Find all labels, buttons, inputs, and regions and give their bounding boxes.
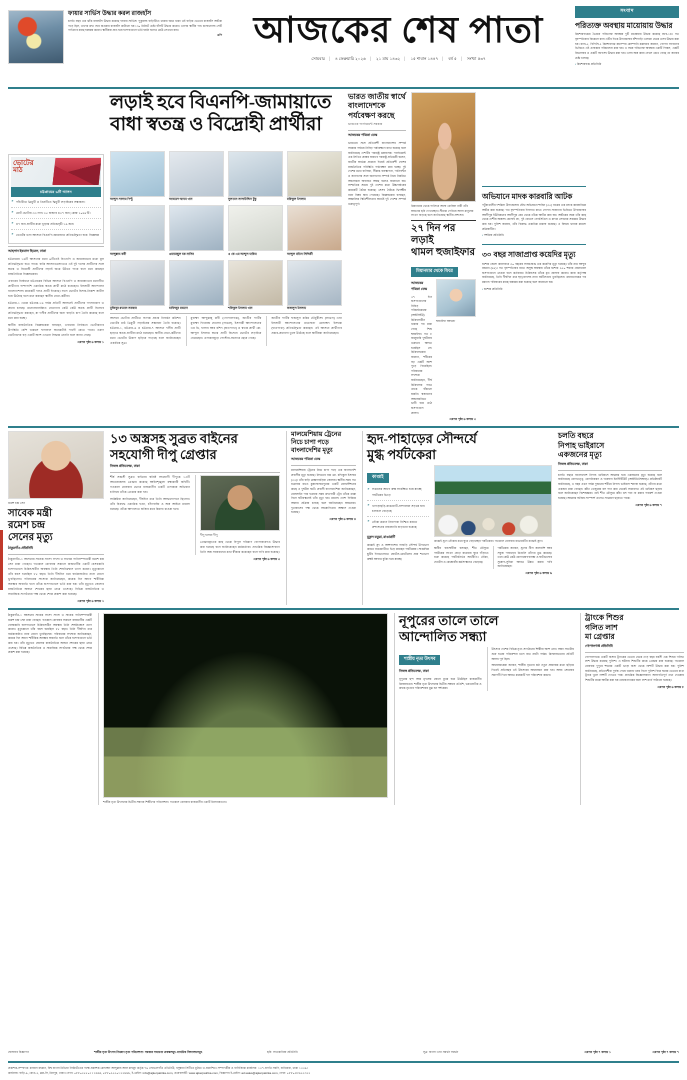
candidates-text-col2: মুহাম্মদ আব্দুল্লাহ্‌ কবী (গোপালগঞ্জ), জাতীয় পার্টির মুহাম্মদ ফিরোজ হোসেন (লাঙল), ইসলামী আন্দোলনের এম ডি, হাসান আর রশিদ (হাতপাখা) ও স্বতন্ত্র প্রার্থী মো. আব্দুল ইসলাম স্বতন্ত্র প্রার্থী হিসেবে ভোটের লড়াইয়ে নেমেছেন। এলাকাজুড়ে পোস্টার-ব্যানারে ছেয়ে গেছে। <box>186 316 262 346</box>
dance-photo-caption: শাস্ত্রীয় নৃত্য উৎসবের দ্বিতীয় সন্ধ্যায় শিল্পীদের পরিবেশনা। গতকাল রোববার রাজধানীর একটি মিলনায়তনে। <box>103 800 227 805</box>
india-photo-caption: মিয়ানমার থেকে পালিয়ে আসা রোহিঙ্গা নারী তাঁর স্বজনের ছবি দেখাচ্ছেন। সীমান্ত পেরিয়ে আসা মানুষের সংখ্যা বাড়ছে বলে জানিয়েছে স্থানীয় প্রশাসন। <box>411 204 474 217</box>
sidebar-item-body: কিশোরগঞ্জের ভৈরবে পরিত্যক্ত অবস্থায় দুটি মায়োয়ার উদ্ধার করেছে র‍্যাব-১৪। গত বৃহস্পতিবার বিকেলে র‍্যাব এটির দিকে উপজেলার বাঁশগাড়ি এলাকা থেকে এসব উদ্ধার করা হয়। র‍্যাব-৫, বিপিসি-২ কিশোরগঞ্জ ক্যাম্পের কোম্পানি কমান্ডার জানান, গোপন সংবাদের ভিত্তিতে এই এলাকায় পরিচালনা করা হয়। এ সময় পরিত্যক্ত অবস্থায় একটি পিস্তল, একটি রিভলবার ও একটি ব্যাগসহ উদ্ধার করা হয়। এসব অস্ত্র কারা ফেলে রেখে গেছে তা জানার চেষ্টা চলছে। <box>575 32 679 60</box>
nameplate <box>228 6 569 63</box>
lead-body-3: চট্টগ্রাম-১ থেকে চট্টগ্রাম-১৬ পর্যন্ত প্রতিটি আসনেই প্রার্থীদের গণসংযোগ ও প্রচার চলছে। মনোনয়নবঞ্চিত নেতাদের কেউ কেউ স্বতন্ত্র প্রার্থী হিসেবে প্রতিদ্বন্দ্বিতা করছেন, যা দলীয় প্রার্থীদের জন্য বাড়তি চাপ তৈরি করেছে বলে মনে করা হচ্ছে। <box>8 300 104 320</box>
footer <box>8 1048 679 1076</box>
hujaifa-jump-line: এরপর পৃষ্ঠা ৬ কলাম ৫ <box>449 417 476 422</box>
dateline-gregorian: ৪ ফেব্রুয়ারি ২০২৬ <box>335 56 366 61</box>
candidate-portrait-12 <box>287 260 342 306</box>
tourism-headline[interactable]: হৃদ-পাহাড়ের সৌন্দর্যে মুগ্ধ পর্যটকেরা <box>367 431 477 462</box>
candidate-2[interactable] <box>228 151 283 202</box>
malaysia-body: মালয়েশিয়ায় ট্রেনের নিচে চাপা পড়ে এক বাংলাদেশি প্রবাসীর মৃত্যু হয়েছে। নিহতের নাম মো. রফিকুল ইসলাম (৩২)। তাঁর বাড়ি ব্রাহ্মণবাড়িয়া জেলায়। স্থানীয় সময় গত শুক্রবার রাতে কুয়ালালামপুরের একটি রেলস্টেশনের কাছে এ দুর্ঘটনা ঘটে। প্রবাসী বাংলাদেশিরা জানিয়েছেন, রেললাইন পার হওয়ার সময় দ্রুতগামী ট্রেন তাঁকে ধাক্কা দিলে ঘটনাস্থলেই তাঁর মৃত্যু হয়। মরদেহ দেশে ফিরিয়ে আনার প্রক্রিয়া চলছে বলে জানিয়েছেন স্বজনেরা। দূতাবাসের পক্ষ থেকে সহযোগিতার আশ্বাস দেওয়া হয়েছে। <box>291 468 356 515</box>
dateline-hijri: ১৫ শাবান ১৪৪৭ <box>410 56 439 61</box>
candidates-text-col1: আসনে ভোটার প্রার্থীতে ব্যাপক প্রচার নিবার্চন কমিশন ভোটের মাঠ ত্রিমুখী লড়াইয়ের সম্ভাবনা তৈরি হয়েছে। চট্টগ্রাম-১, চট্টগ্রাম-৬ ও চট্টগ্রাম-৭ আসনে দলীয় প্রার্থী ছাড়াও স্বতন্ত্র প্রার্থীরা মাঠে রয়েছেন। স্থানীয় নেতা-কর্মীদের মধ্যে ভোটের উত্তাপ ছড়িয়ে পড়েছে বলে জানিয়েছেন একাধিক সূত্র। <box>110 315 181 345</box>
masthead-sidebar-spacer <box>575 6 679 71</box>
nipah-jump-line: এরপর পৃষ্ঠা ৬ কলাম ৭ <box>635 502 662 507</box>
dance-byline: নিজস্ব প্রতিবেদক, ঢাকা <box>399 668 429 673</box>
subrata-byline: নিজস্ব প্রতিবেদক, ঢাকা <box>110 464 140 469</box>
dateline: সোমবার | ৪ ফেব্রুয়ারি ২০২৬ | ২১ মাঘ ১৪৩২ | ১৫ শাবান ১৪৪৭ | বর্ষ ৫ | সংখ্যা ৫৩৭ <box>311 56 486 61</box>
candidate-11[interactable] <box>287 260 342 311</box>
dipu-portrait-photo <box>200 475 280 531</box>
candidate-portrait-8 <box>287 205 342 251</box>
subrata-story <box>110 431 280 605</box>
subrata-jump-line: এরপর পৃষ্ঠা ৬ কলাম ৩ <box>253 556 280 561</box>
nipah-byline: নিজস্ব প্রতিবেদক, ঢাকা <box>558 461 588 466</box>
footer-office: কার্যালয়: বাড়ি-৯, রোড-২, ব্লক-সি, মিরপুর, ঢাকা। ফোন: +৮৮০২৫৫০১১১৬৬৬, +৮৮০২৫৫০১২২৬৬৬, ই-মেইল: info@ajkerpatrika.com, ওয়েবসাইট: www.ajkerpatrika.com, বিজ্ঞাপন ই-মেইল: ad.sales@ajkerpatrika.com, ফোন: +৮৮০২৮৬৫৫৩২২ <box>8 1070 311 1075</box>
nipah-headline[interactable]: চলতি বছরে নিপাহ ভাইরাসে একজনের মৃত্যু <box>558 431 605 460</box>
voter-point: » ভোটের ভাগ আসনে বিএনপি-জামায়াত প্রতিদ্বন্দ্বিতা হবে: বিশ্লেষক <box>11 230 101 240</box>
candidate-name: আব্দুস সালাম পিন্টু <box>110 197 133 202</box>
sidebar-item-body: পটুয়াখালীর দশমিনা উপজেলায় যৌথ অভিযানে শাহিন (৩৫) নামের এক মাদক কারবারিকে আটক করা হয়েছে। গত বৃহস্পতিবার দিবাগত রাতে গোপন সংবাদের ভিত্তিতে উপজেলার আলীপুর ইউনিয়নের আলীপুর গ্রাম থেকে তাঁকে আটক করা হয়। আটকের সময় তাঁর কাছ থেকে দেশীয় অস্ত্রসহ চোলাই মদ, দুই বোতল ফেনসিডিল ও মাদক সেবনের সরঞ্জাম উদ্ধার করা হয়। পুলিশ জানায়, তাঁর বিরুদ্ধে একাধিক মামলা রয়েছে। এ বিষয়ে থানায় মামলা প্রক্রিয়াধীন। <box>482 203 586 231</box>
candidate-portrait-10 <box>169 260 224 306</box>
candidate-name: ফজলুল ইসলাম <box>287 306 307 311</box>
dateline-year: বর্ষ ৫ <box>448 56 457 61</box>
sidebar-item-body: যশোর জেলা কারাগারে ৩০ বছরের সাজাপ্রাপ্ত এক কয়েদির মৃত্যু হয়েছে। তাঁর নাম আব্দুর রহমান (৬৫)। গত বৃহস্পতিবার রাতে অসুস্থ অবস্থায় তাঁকে যশোর ২৫০ শয্যার জেনারেল হাসপাতালে নেওয়া হলে কর্তব্যরত চিকিৎসক তাঁকে মৃত ঘোষণা করেন। কারা কর্তৃপক্ষ জানিয়েছে, তিনি দীর্ঘদিন ধরে হৃদ্‌রোগসহ নানা জটিলতায় ভুগছিলেন। ময়নাতদন্তের পর মরদেহ পরিবারের কাছে হস্তান্তর করা হয়েছে বলে জানানো হয়। <box>482 261 586 285</box>
tourism-photo-caption: কাপ্তাই হ্রদে নৌকায় করে ঘুরে বেড়াচ্ছেন পর্যটকেরা। গতকাল রোববার রাঙামাটির কাপ্তাই হ্রদে। <box>434 539 543 544</box>
ramesh-headline[interactable]: সাবেক মন্ত্রী রমেশ চন্দ্র সেনের মৃত্যু <box>8 507 53 544</box>
candidate-name: সুলতান সালাউদ্দিন টুকু <box>228 197 257 202</box>
footer-strip-right-1: ছবি: সাতকানিয়া প্রতিনিধি <box>267 1049 298 1054</box>
dateline-day: সোমবার <box>311 56 325 61</box>
malaysia-story <box>286 431 356 605</box>
masthead-divider <box>8 87 679 89</box>
voter-field-box <box>8 154 104 244</box>
trunk-jump-line: এরপর পৃষ্ঠা ৬ কলাম ৮ <box>657 684 684 689</box>
mid-section-divider <box>8 426 679 428</box>
candidate-portrait-5 <box>110 205 165 251</box>
candidate-7[interactable] <box>287 205 342 256</box>
tourism-bullet: » নৌকা ভ্রমণে নিরাপত্তা নিশ্চিত করতে প্রশাসনের নজরদারি বাড়ানো হয়েছে <box>367 517 429 532</box>
malaysia-jump-line: এরপর পৃষ্ঠা ৬ কলাম ৪ <box>329 516 356 521</box>
candidate-portrait-3 <box>228 151 283 197</box>
nipah-body: চলতি বছরে বাংলাদেশে নিপাহ ভাইরাসে আক্রান্ত হয়ে একজনের মৃত্যু হয়েছে বলে জানিয়েছে রোগতত্ত্ব, রোগনিয়ন্ত্রণ ও গবেষণা ইনস্টিটিউট (আইইডিসিআর)। প্রতিষ্ঠানটি জানিয়েছে, এ বছর এখন পর্যন্ত দুজনের শরীরে নিপাহ ভাইরাস শনাক্ত হয়েছে, তাঁদের মধ্যে একজন মারা গেছেন। কাঁচা খেজুরের রস পান করা থেকেই সাধারণত এই ভাইরাস ছড়ায় বলে জানিয়েছেন বিশেষজ্ঞরা। তাই শীত মৌসুমে কাঁচা রস পান না করার পরামর্শ দেওয়া হয়েছে। আক্রান্ত ব্যক্তির সংস্পর্শে এলেও সংক্রমণ ছড়াতে পারে। <box>558 472 662 500</box>
candidate-portrait-2 <box>169 151 224 197</box>
dance-headline[interactable]: নূপুরের তালে তালে আন্দোলিত সন্ধ্যা <box>399 613 499 644</box>
dateline-bengali: ২১ মাঘ ১৪৩২ <box>376 56 401 61</box>
lead-byline: আহসান ইকবাল হিমেল, ঢাকা <box>8 248 46 253</box>
top-section <box>8 92 679 423</box>
tourism-bullet: » সপ্তাহের আগে কক্ষ সংরক্ষিত হয়ে যাচ্ছে পর্যটকের ভিড়ে <box>367 485 429 501</box>
voter-point: » পাঁচটিতে ত্রিমুখী ও তিনটিতে দ্বিমুখী লড়াইয়ের সম্ভাবনা। <box>11 197 101 208</box>
malaysia-byline: আজকের পত্রিকা ডেস্ক <box>291 457 321 462</box>
india-byline: আজকের পত্রিকা ডেস্ক <box>348 133 378 138</box>
subrata-body-2: গ্রেপ্তারকৃতের কাছ থেকে বিপুল পরিমাণ গোলাবারুদও উদ্ধার করা হয়েছে বলে জানিয়েছেন কর্মকর্তারা। প্রাথমিক জিজ্ঞাসাবাদে তিনি অস্ত্র সরবরাহের কথা স্বীকার করেছেন বলে দাবি করা হয়েছে। <box>200 539 280 554</box>
footer-imprint: প্রকাশক-সম্পাদক: কাজল রহমান, বিশ্ব বাংলা মিডিয়া লিমিটেডের পক্ষে প্রকাশক মোহাম্মদ আব্দুল্লাহ আল মাহমুদ কর্তৃক ৭৯ লেভেলগাঁও এভিনিউ, বসুন্ধরা সিটিতে মুদ্রিত ও প্রকাশিত। সম্পাদকীয় ও বাণিজ্যিক কার্যালয়: ১২৭ প্রগতি সরণি, বারিধারা, ঢাকা ১২২৯। <box>8 1065 308 1070</box>
middle-section <box>8 431 679 605</box>
dance-body-3: আয়োজকেরা জানান, শাস্ত্রীয় নৃত্যের চর্চা নতুন প্রজন্মের মধ্যে ছড়িয়ে দিতেই প্রতিবছর এই উৎসবের আয়োজন করা হয়। আজ সোমবার সমাপনী দিনে আরও কয়েকটি দল পরিবেশনা করবে। <box>491 663 574 677</box>
hujaifa-body: ২৭ দিন হাসপাতালের নিবিড় পরিচর্যাকেন্দ্রে (আইসিইউ) চিকিৎসাধীন থাকার পর মারা গেছে শিশু হুজাইফা। গত ৮ জানুয়ারি দুর্ঘটনায় গুরুতর আহত হয়েছিল সে। চিকিৎসকেরা জানান, শরীরের বড় একটি অংশ পুড়ে গিয়েছিল। পরিবারের সদস্যরা জানিয়েছেন, দীর্ঘ চিকিৎসার পরও তাকে বাঁচানো যায়নি। স্বজনদের আহাজারিতে ভারী হয়ে ওঠে হাসপাতাল প্রাঙ্গণ। <box>411 294 432 415</box>
voter-box-subtitle: চট্টগ্রামের ৬টি আসন <box>11 187 101 197</box>
lead-headline-line1: লড়াই হবে বিএনপি-জামায়াতে <box>110 92 332 113</box>
dance-body-1: নূপুরের ছন্দ আর মৃদঙ্গের বোলে মুখর হয়ে উঠেছিল রাজধানীর মিলনায়তন। শাস্ত্রীয় নৃত্য উৎসবের দ্বিতীয় সন্ধ্যায় ওডিশি, ভরতনাট্যম ও কত্থক নৃত্যের পরিবেশনায় মুগ্ধ হন দর্শকেরা। <box>399 676 482 691</box>
hujaifa-tag: মিয়ানমার থেকে ফিরে <box>411 267 458 277</box>
subrata-body-1: শীর্ষ সন্ত্রাসী সুব্রত বাইনের ঘনিষ্ঠ সহযোগী দীপুকে ১৩টি আগ্নেয়াস্ত্রসহ গ্রেপ্তার করেছে আইনশৃঙ্খলা রক্ষাকারী বাহিনী। গতকাল রোববার ভোরে রাজধানীর একটি এলাকায় অভিযান চালিয়ে তাঁকে গ্রেপ্তার করা হয়। <box>110 475 190 495</box>
candidate-name: শফিকুল ইসলাম খান <box>228 306 253 311</box>
bottom-left-filler <box>8 613 92 805</box>
candidate-name: আব্দুল্লাহ কবী <box>110 251 127 256</box>
left-column <box>8 92 104 423</box>
tourism-bullets <box>367 485 429 533</box>
nipah-story <box>558 431 662 605</box>
lead-jump-line: এরপর পৃষ্ঠা ৬ কলাম ১ <box>77 339 104 344</box>
candidate-name: আহমেদ আযম খান <box>169 197 193 202</box>
candidates-text-col3: জাতীয় পার্টির ফজলুল করিম চৌধুরীসহ (লাঙল) এবং ইসলামী আন্দোলনের মাওলানা মোহাম্মদ ইসহাক (হাতপাখা) প্রতিদ্বন্দ্বিতা করছেন। এই আসনে প্রার্থীদের প্রচার-প্রচারণা তুঙ্গে উঠেছে বলে স্থানীয়রা জানিয়েছেন। <box>266 316 342 346</box>
candidate-10[interactable] <box>228 260 283 311</box>
voter-point: » মোট ভোটার ৩৩ লাখ ৩৫ হাজার ৪২৭ জন; কেন্দ্র ১০৬৫টি। <box>11 208 101 219</box>
sidebar-item-0[interactable] <box>575 18 679 71</box>
tourism-tag: কাপ্তাই <box>367 473 389 483</box>
voter-point: » ৪৭ জন প্রার্থীর মধ্যে চূড়ান্ত প্রতিদ্বন্দ্বী ১৯ জন। <box>11 219 101 230</box>
tourism-jump-line: এরপর পৃষ্ঠা ৬ কলাম ৬ <box>525 571 552 576</box>
dateline-issue: সংখ্যা ৫৩৭ <box>466 56 486 61</box>
voter-box-brand: ভোটের মাঠ <box>13 159 34 175</box>
candidate-5[interactable] <box>169 205 224 256</box>
candidate-3[interactable] <box>287 151 342 202</box>
candidate-portrait-4 <box>287 151 342 197</box>
footer-jump-2: এরপর পৃষ্ঠা ৭ কলাম ৭ <box>652 1049 679 1054</box>
woman-with-phone-photo <box>411 92 476 202</box>
candidate-portrait-9 <box>110 260 165 306</box>
lead-body-2: এবারের নির্বাচনে চট্টগ্রামের বিভিন্ন আসনে বিএনপি ও জামায়াতের মনোনীত প্রার্থীদের পাশাপাশি একাধিক স্বতন্ত্র প্রার্থী মাঠে রয়েছেন। ইসলামী আন্দোলন বাংলাদেশসহ কয়েকটি দলও প্রার্থী দিয়েছে। ফলে ভোটের হিসাব-নিকাশ জটিল হয়ে উঠেছে বলে মনে করছেন স্থানীয় নেতা-কর্মীরা। <box>8 278 104 298</box>
candidate-name: আব্দুল মতিন সিদ্দিকী <box>287 251 313 256</box>
sidebar-column <box>482 92 586 423</box>
center-column <box>110 92 342 423</box>
voter-box-points <box>11 197 101 241</box>
sidebar-item-title: অভিযানে মাদক কারবারি আটক <box>482 192 573 201</box>
bottom-left-text: ঠাকুরগাঁও-১ আসনের সাবেক সংসদ সদস্য ও সাবেক পানিসম্পদমন্ত্রী রমেশ চন্দ্র সেন মারা গেছেন। গতকাল রোববার সকালে রাজধানীর একটি বেসরকারি হাসপাতালে চিকিৎসাধীন অবস্থায় তিনি শেষনিঃশ্বাস ত্যাগ করেন। মৃত্যুকালে তাঁর বয়স হয়েছিল ৮৫ বছর। তিনি দীর্ঘদিন ধরে বার্ধক্যজনিত নানা রোগে ভুগছিলেন। পরিবারের সদস্যরা জানিয়েছেন, কয়েক দিন আগে শারীরিক অবস্থার অবনতি হলে তাঁকে হাসপাতালে ভর্তি করা হয়। তাঁর মৃত্যুতে জেলার রাজনৈতিক অঙ্গনে শোকের ছায়া নেমে এসেছে। বিভিন্ন রাজনৈতিক ও সামাজিক সংগঠনের পক্ষ থেকে শোক প্রকাশ করা হয়েছে। <box>8 613 92 655</box>
ramesh-body: ঠাকুরগাঁও-১ আসনের সাবেক সংসদ সদস্য ও সাবেক পানিসম্পদমন্ত্রী রমেশ চন্দ্র সেন মারা গেছেন। গতকাল রোববার সকালে রাজধানীর একটি বেসরকারি হাসপাতালে চিকিৎসাধীন অবস্থায় তিনি শেষনিঃশ্বাস ত্যাগ করেন। মৃত্যুকালে তাঁর বয়স হয়েছিল ৮৫ বছর। তিনি দীর্ঘদিন ধরে বার্ধক্যজনিত নানা রোগে ভুগছিলেন। পরিবারের সদস্যরা জানিয়েছেন, কয়েক দিন আগে শারীরিক অবস্থার অবনতি হলে তাঁকে হাসপাতালে ভর্তি করা হয়। তাঁর মৃত্যুতে জেলার রাজনৈতিক অঙ্গনে শোকের ছায়া নেমে এসেছে। বিভিন্ন রাজনৈতিক ও সামাজিক সংগঠনের পক্ষ থেকে শোক প্রকাশ করা হয়েছে। <box>8 557 104 597</box>
kaptai-lake-boats-photo <box>434 465 552 537</box>
voter-box-banner <box>11 157 101 187</box>
sidebar-item-title: ৩০ বছর সাজাপ্রাপ্ত কয়েদির মৃত্যু <box>482 250 576 260</box>
candidate-name: হাফিজুর রহমান <box>169 306 188 311</box>
candidate-photo-grid <box>110 151 342 311</box>
footer-strip-mid: শাস্ত্রীয় নৃত্য উৎসব নিমন্ত্রণ নৃত্য পরিবেশনা: সরকার সহায়তা প্রকল্পসমূহ প্রাথমিক বিদ্যালয়সমূহ <box>94 1049 203 1054</box>
candidate-portrait-7 <box>228 205 283 251</box>
subrata-photo-caption: দীপু হাসান দীপু <box>200 533 218 538</box>
tourism-body-2: স্থানীয় ব্যবসায়ীরা বলছেন, শীত মৌসুমে পর্যটকের সংখ্যা বেড়ে যাওয়ায় ঘুরে দাঁড়াতে শুরু করেছে পর্যটননির্ভর অর্থনীতি। নৌকা, হোটেল ও রেস্তোরাঁয় কর্মসংস্থানও বেড়েছে। <box>434 545 489 564</box>
ballot-cards-icon <box>53 158 101 185</box>
ramesh-jump-line: এরপর পৃষ্ঠা ৬ কলাম ২ <box>77 599 104 604</box>
candidate-9[interactable] <box>169 260 224 311</box>
dance-photo-block <box>98 613 388 805</box>
sidebar-header: সংবাদ <box>575 6 679 18</box>
candidate-name: এ কে এম আব্দুল হাকিম <box>228 251 257 256</box>
tourism-story <box>362 431 552 605</box>
sidebar-item-2[interactable] <box>482 247 586 296</box>
candidate-name: রফিকুল ইসলাম <box>287 197 306 202</box>
promo-body: চলতি বছর এক ঝাঁক রাজহাঁস উদ্ধার করেছে ফায়ার সার্ভিস। পুকুরসহ বাড়িটিতে ঢাকার জমে থাকা ওই বাড়ির ভেতরে রাজহাঁস আটকা পড়ে ছিল, তাদের দ্রুত সরে যাওয়ার রাজহাঁস কাটানো হয়। ৩০ মিনিটে চেষ্টা হাঁসটি উদ্ধার করেন। এরপর স্থানীয় পশু চালানোসহ সেটি পাখিদের কাছে হস্তান্তর করেন। স্থানীয়রা দ্রুত হয়ে হাসপাতালে ভর্তি হয়নি হলেও কেউ সেখানে যায়। <box>68 19 222 33</box>
trunk-headline[interactable]: ট্রাংকে শিশুর গলিত লাশ মা গ্রেপ্তার <box>585 613 624 642</box>
sidebar-item-credit: • দশমিনা প্রতিনিধি <box>482 233 586 239</box>
hujaifa-byline: আজকের পত্রিকা ডেস্ক <box>411 280 427 291</box>
footer-jump-1: এরপর পৃষ্ঠা ৭ কলাম ১ <box>584 1049 611 1054</box>
lead-body-1: চট্টগ্রামের ১৬টি আসনের মধ্যে ৯টিতেই বিএনপি ও জামায়াতের মধ্যে মূল প্রতিদ্বন্দ্বিতা হতে পারে। বাকি আসনগুলোতেও এই দুই দলের প্রার্থীদের সঙ্গে স্বতন্ত্র ও বিদ্রোহী প্রার্থীদের লড়াই জমে উঠতে পারে বলে মনে করছেন রাজনৈতিক বিশ্লেষকেরা। <box>8 256 104 276</box>
ramesh-photo-caption: রমেশ চন্দ্র সেন <box>8 501 25 506</box>
ramesh-byline: ঠাকুরগাঁও প্রতিনিধি <box>8 546 33 551</box>
candidate-portrait-6 <box>169 205 224 251</box>
bottom-section-divider <box>8 608 679 610</box>
malaysia-headline[interactable]: মালয়েশিয়ায় ট্রেনের নিচে চাপা পড়ে বাংলাদেশির মৃত্যু <box>291 431 342 455</box>
masthead-promo-story <box>8 6 222 64</box>
footer-strip-right-2: সূত্র: বাংলা এবং সমর্থন সমর্থন <box>423 1049 459 1054</box>
candidate-1[interactable] <box>169 151 224 202</box>
sidebar-item-credit: • যশোর প্রতিনিধি <box>482 287 586 293</box>
sidebar-item-title: পরিত্যক্ত অবস্থায় মায়োয়ায় উদ্ধার <box>575 21 673 30</box>
publication-title: আজকের শেষ পাতা <box>253 10 544 50</box>
candidates-text-columns <box>110 316 342 346</box>
trunk-story <box>580 613 684 805</box>
candidate-0[interactable] <box>110 151 165 202</box>
promo-headline: ফায়ার সার্ভিস উদ্ধার করল রাজহাঁস <box>68 10 152 17</box>
hujaifa-photo-caption: হুজাইফা আহমদ <box>436 318 456 323</box>
footer-jump-strip <box>8 1048 679 1058</box>
tourism-body-3: পর্যটকেরা জানান, হ্রদের নীল জলরাশি আর সবুজ পাহাড়ের মিতালি তাঁদের মুগ্ধ করেছে। তবে কেউ কেউ যোগাযোগব্যবস্থা ও ঘাটগুলোর সুযোগ-সুবিধা আরও উন্নত করার দাবি জানিয়েছেন। <box>493 546 553 569</box>
lead-headline-line2: বাধা স্বতন্ত্র ও বিদ্রোহী প্রার্থীরা <box>110 114 322 136</box>
sidebar-item-1[interactable] <box>482 189 586 242</box>
trunk-body: গোপালগঞ্জে একটি বাসার ট্রাংকের ভেতর থেকে দেড় বছর বয়সী এক শিশুর গলিত লাশ উদ্ধার করেছে পুলিশ। এ ঘটনায় শিশুটির মাকে গ্রেপ্তার করা হয়েছে। গতকাল রোববার দুপুরে শহরের একটি ভাড়া বাসা থেকে লাশটি উদ্ধার করা হয়। পুলিশ জানিয়েছে, প্রতিবেশীরা দুর্গন্ধ পেয়ে থানায় খবর দিলে পুলিশ গিয়ে ঘরের ভেতরে রাখা ট্রাংক খুলে লাশটি দেখতে পায়। প্রাথমিক জিজ্ঞাসাবাদে অসংগতিপূর্ণ তথ্য দেওয়ায় শিশুটির মাকে আটক করা হয়। ময়নাতদন্তের জন্য লাশ মর্গে পাঠানো হয়েছে। <box>585 654 684 682</box>
candidate-portrait-11 <box>228 260 283 306</box>
tourism-bullet: » খাগড়াছড়ি-রাঙামাটি-বান্দরবান সড়কে যান চলাচল বেড়েছে <box>367 501 429 517</box>
tourism-body-1: কাপ্তাই হ্রদ ও আশপাশের পাহাড়ি সৌন্দর্য উপভোগ করতে রাঙামাটিতে ভিড় করছেন পর্যটকেরা। সাপ্তাহিক ছুটির দিনগুলোতে হোটেল-মোটেলের প্রায় শতভাগ কক্ষই আগাম বুকিং হয়ে যাচ্ছে। <box>367 542 429 561</box>
candidate-portrait-1 <box>110 151 165 197</box>
india-subhead: ভারতের পার্লামেন্টে সরকার <box>348 122 383 127</box>
india-body: ভারতের সঙ্গে প্রতিবেশী বাংলাদেশের সম্পর্ক সরকার পর্যায়ে নিবিড় পর্যবেক্ষণে রাখা হয়েছে বলে জানিয়েছে দেশটির পররাষ্ট্র মন্ত্রণালয়। পার্লামেন্টে এক লিখিত প্রশ্নের জবাবে পররাষ্ট্র প্রতিমন্ত্রী বলেন, জাতীয় স্বার্থকে প্রাধান্য দিয়েই প্রতিবেশী দেশের রাজনৈতিক পরিস্থিতি পর্যবেক্ষণ করা হচ্ছে। দুই দেশের মধ্যে বাণিজ্য, সীমান্ত ব্যবস্থাপনা, পানিবণ্টন ও জনগণের সঙ্গে জনগণের সম্পর্ক নিয়ে নিয়মিত আলোচনা অব্যাহত আছে বলেও জানানো হয়। সাম্প্রতিক সময়ে দুই দেশের মধ্যে উচ্চপর্যায়ের কয়েকটি বৈঠক হয়েছে। সেসব বৈঠকে দ্বিপক্ষীয় নানা বিষয় স্থান পেয়েছে। বিশ্লেষকেরা বলছেন, আঞ্চলিক স্থিতিশীলতার স্বার্থেই দুই দেশের সম্পর্ক গুরুত্বপূর্ণ। <box>348 141 406 206</box>
ramesh-chandra-sen-photo <box>8 431 104 499</box>
classical-dancers-stage-photo <box>103 613 388 798</box>
child-portrait-photo <box>436 279 476 317</box>
candidate-8[interactable] <box>110 260 165 311</box>
candidate-4[interactable] <box>110 205 165 256</box>
subrata-body-3: সংশ্লিষ্টরা জানিয়েছেন, দীর্ঘদিন ধরে তিনি আত্মগোপনে ছিলেন। তাঁর বিরুদ্ধে একাধিক হত্যা, চাঁদাবাজি ও অস্ত্র আইনে মামলা রয়েছে। তাঁকে আদালতে হাজির করে রিমান্ড চাওয়া হবে। <box>110 497 190 512</box>
dance-body-2: উৎসবে দেশের বিভিন্ন নৃত্য সংগঠনের শিল্পীরা অংশ নেন। সন্ধ্যা সাতটায় শুরু হওয়া পরিবেশনা চলে রাত নয়টা পর্যন্ত। মিলনায়তনের প্রতিটি আসন পূর্ণ ছিল। <box>491 647 574 661</box>
lead-headline[interactable] <box>110 92 342 137</box>
bottom-section <box>8 613 684 805</box>
candidate-name: মুজিবুর রহমান সরকার <box>110 306 137 311</box>
dance-story <box>394 613 574 805</box>
sidebar-item-credit: • কিশোরগঞ্জ প্রতিনিধি <box>575 62 679 68</box>
fire-rescue-photo <box>8 10 64 64</box>
candidate-name: ওয়ারেছুল হক নাসির <box>169 251 195 256</box>
masthead <box>8 6 679 84</box>
india-headline[interactable]: ভারত জাতীয় স্বার্থে বাংলাদেশকে পর্যবেক্ষণ করছে <box>348 92 406 120</box>
hujaifa-headline[interactable]: ২৭ দিন পর লড়াই থামল হুজাইফার <box>411 222 476 258</box>
subrata-headline[interactable]: ১৩ অস্ত্রসহ সুব্রত বাইনের সহযোগী দীপু গ্রেপ্তার <box>110 431 238 462</box>
trunk-byline: গোপালগঞ্জ প্রতিনিধি <box>585 643 613 648</box>
dance-tag: শাস্ত্রীয় নৃত্য উৎসব <box>399 655 440 665</box>
india-story-column <box>348 92 476 423</box>
lead-body-4: স্থানীয় রাজনৈতিক বিশ্লেষকেরা বলছেন, এবারের নির্বাচনে ভোটারদের উপস্থিতি বেশি থাকলে ফলাফল অনেকটাই পাল্টে যেতে পারে। তরুণ ভোটারদের বড় একটি অংশ এখনো সিদ্ধান্ত নেননি বলে জানা গেছে। <box>8 322 104 337</box>
tourism-byline: মুকুল বড়ুয়া, রাঙামাটি <box>367 534 396 539</box>
candidate-6[interactable] <box>228 205 283 256</box>
promo-credit: এপি <box>217 32 222 37</box>
ramesh-story <box>8 431 104 605</box>
section-edge-marker <box>0 530 3 590</box>
footer-strip-left: ঘোষণার বিজ্ঞাপন <box>8 1049 29 1054</box>
